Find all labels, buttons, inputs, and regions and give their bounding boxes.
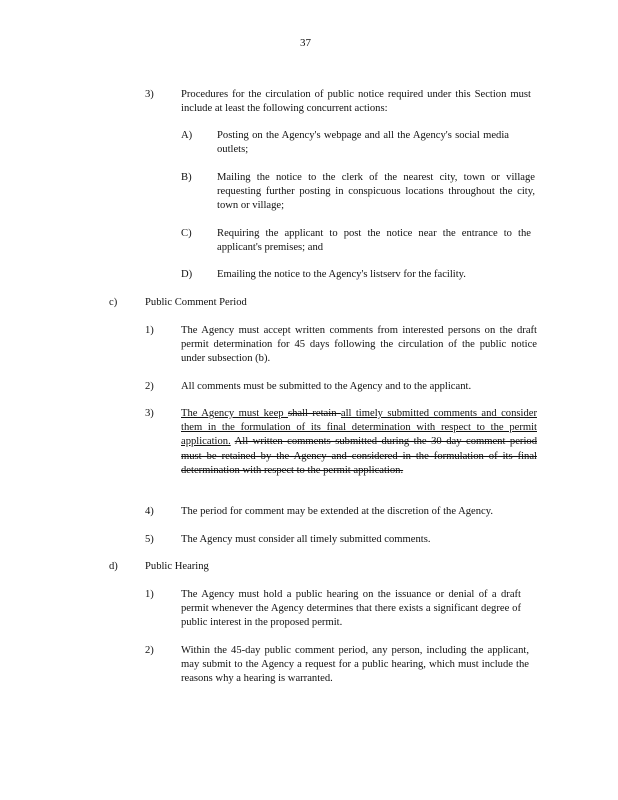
subitem-text: Requiring the applicant to post the notice near the entrance to the applicant's premises; and (217, 228, 531, 254)
subitem-number: C) (181, 228, 192, 239)
item-text: Within the 45-day public comment period, any person, including the applicant, may submit to the Agency a request for a public hearing, which must include the reasons why a hearing is warranted. (181, 645, 529, 685)
item-text: The Agency must accept written comments from interested persons on the draft permit determination for 45 days following the circulation of the public notice under subsection (b). (181, 325, 537, 365)
item-text: Procedures for the circulation of public notice required under this Section must include at least the following concurrent actions: (181, 89, 531, 115)
subitem-number: A) (181, 130, 193, 141)
item-number: 1) (145, 589, 154, 600)
inserted-text: all timely submitted comments and consider them in the formulation of its final determination with respect to the permit application. (181, 408, 537, 448)
subitem-text: Posting on the Agency's webpage and all the Agency's social media outlets; (217, 130, 509, 156)
section-label: d) (109, 561, 118, 572)
subitem-number: B) (181, 172, 192, 183)
item-text: The Agency must consider all timely submitted comments. (181, 534, 431, 545)
section-label: c) (109, 297, 118, 308)
section-title: Public Hearing (145, 561, 209, 572)
item-number: 4) (145, 506, 154, 517)
item-number: 3) (145, 408, 154, 419)
item-number: 2) (145, 381, 154, 392)
item-text: The Agency must hold a public hearing on the issuance or denial of a draft permit whenever the Agency determines that there exists a significant degree of public interest in the proposed permit. (181, 589, 521, 629)
item-number: 3) (145, 89, 154, 100)
item-number: 1) (145, 325, 154, 336)
page-number: 37 (300, 37, 311, 49)
subitem-number: D) (181, 269, 193, 280)
amended-text (181, 407, 537, 478)
subitem-text: Emailing the notice to the Agency's listserv for the facility. (217, 269, 466, 280)
struck-text: shall retain (287, 408, 341, 419)
section-title: Public Comment Period (145, 297, 247, 308)
inserted-text: The Agency must keep (181, 408, 288, 419)
item-number: 2) (145, 645, 154, 656)
struck-text: All written comments submitted during the 30 day comment period must be retained by the Agency and considered in the formulation of its final determination with respect to the permit application. (181, 436, 537, 476)
item-number: 5) (145, 534, 154, 545)
item-text: The period for comment may be extended at the discretion of the Agency. (181, 506, 494, 517)
subitem-text: Mailing the notice to the clerk of the nearest city, town or village requesting further posting in conspicuous locations throughout the city, town or village; (217, 172, 535, 212)
item-text: All comments must be submitted to the Agency and to the applicant. (181, 381, 472, 392)
